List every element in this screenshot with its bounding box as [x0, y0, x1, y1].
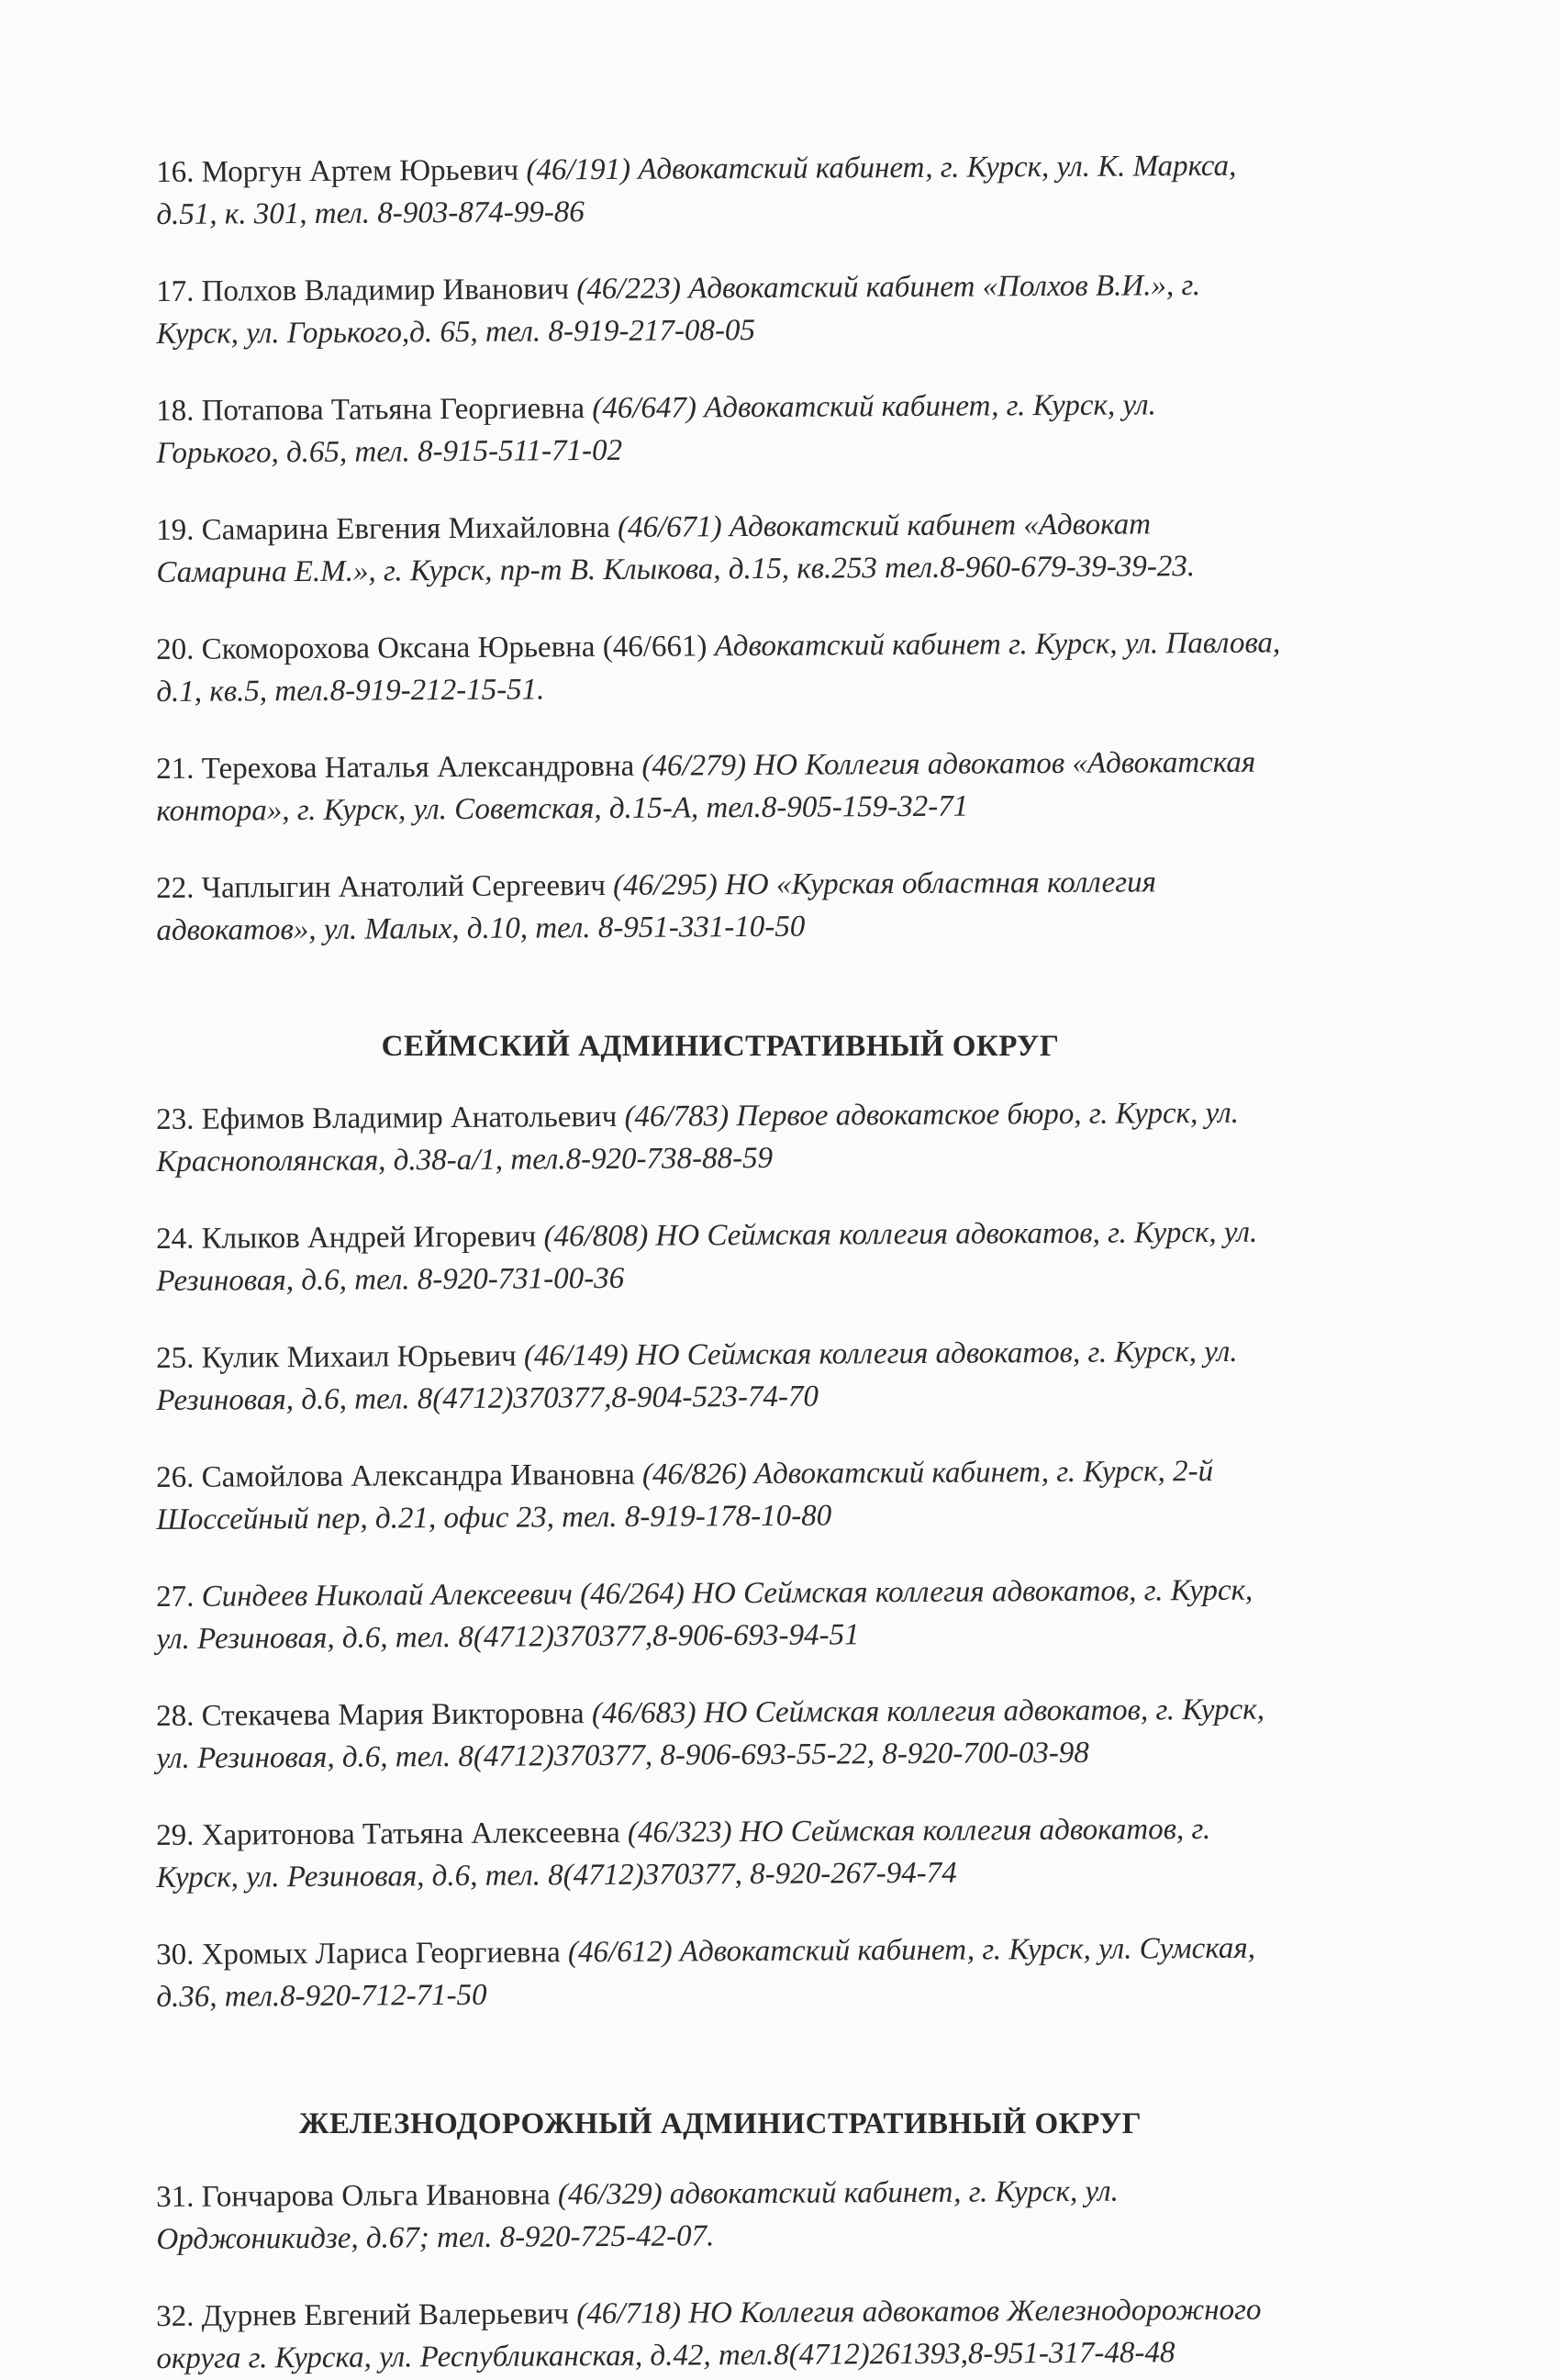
entry-name: Дурнев Евгений Валерьевич	[202, 2297, 570, 2332]
entry-details: (46/718) НО Коллегия адвокатов Железнодорожного округа г. Курска, ул. Республиканская, д.42, тел.8(4712)261393,8-951-317-48-48	[156, 2294, 1261, 2375]
entry-number: 23.	[156, 1103, 194, 1136]
entry-number: 31.	[156, 2181, 194, 2214]
entry-number: 22.	[156, 872, 194, 905]
entry-21	[156, 741, 1286, 832]
entry-details: (46/808) НО Сеймская коллегия адвокатов, г. Курск, ул. Резиновая, д.6, тел. 8-920-731-00-36	[156, 1216, 1257, 1298]
entry-number: 26.	[156, 1461, 194, 1494]
entry-details: (46/295) НО «Курская областная коллегия адвокатов», ул. Малых, д.10, тел. 8-951-331-10-50	[156, 866, 1156, 947]
entry-23	[156, 1091, 1286, 1183]
entry-22	[156, 860, 1286, 952]
entry-27	[156, 1569, 1286, 1660]
entry-number: 16.	[156, 156, 194, 189]
entry-29	[156, 1807, 1286, 1899]
entry-details: (46/826) Адвокатский кабинет, г. Курск, 2-й Шоссейный пер, д.21, офис 23, тел. 8-919-178-10-80	[156, 1455, 1213, 1536]
entry-name: Терехова Наталья Александровна	[202, 750, 635, 786]
entry-number: 25.	[156, 1342, 194, 1375]
entry-24	[156, 1211, 1286, 1302]
entry-number: 24.	[156, 1223, 194, 1256]
entry-name: Кулик Михаил Юрьевич	[202, 1340, 517, 1375]
entry-name: Моргун Артем Юрьевич	[202, 154, 519, 189]
entry-details: Синдеев Николай Алексеевич (46/264) НО Сеймская коллегия адвокатов, г. Курск, ул. Резиновая, д.6, тел. 8(4712)370377,8-906-693-94-51	[156, 1574, 1253, 1656]
section-heading-zhd: ЖЕЛЕЗНОДОРОЖНЫЙ АДМИНИСТРАТИВНЫЙ ОКРУГ	[156, 2103, 1285, 2145]
entry-name: Самойлова Александра Ивановна	[202, 1458, 635, 1494]
entry-32	[156, 2288, 1286, 2380]
entry-31	[156, 2169, 1286, 2261]
entries-seym	[156, 1099, 1285, 2018]
entry-details: (46/683) НО Сеймская коллегия адвокатов, г. Курск, ул. Резиновая, д.6, тел. 8(4712)370377, 8-906-693-55-22, 8-920-700-03-98	[156, 1693, 1265, 1775]
entry-20	[156, 621, 1286, 713]
entry-16	[156, 144, 1286, 236]
entry-details: Адвокатский кабинет г. Курск, ул. Павлова, д.1, кв.5, тел.8-919-212-15-51.	[156, 627, 1280, 709]
entry-details: (46/323) НО Сеймская коллегия адвокатов, г. Курск, ул. Резиновая, д.6, тел. 8(4712)370377, 8-920-267-94-74	[156, 1813, 1210, 1894]
entry-number: 28.	[156, 1700, 194, 1733]
entry-details: (46/671) Адвокатский кабинет «Адвокат Самарина Е.М.», г. Курск, пр-т В. Клыкова, д.15, кв.253 тел.8-960-679-39-39-23.	[156, 508, 1195, 589]
entry-name: Стекачева Мария Викторовна	[202, 1697, 585, 1733]
entry-number: 27.	[156, 1581, 194, 1614]
entry-number: 30.	[156, 1939, 194, 1972]
entry-details: (46/279) НО Коллегия адвокатов «Адвокатская контора», г. Курск, ул. Советская, д.15-А, тел.8-905-159-32-71	[156, 746, 1255, 828]
entry-details: (46/647) Адвокатский кабинет, г. Курск, ул. Горького, д.65, тел. 8-915-511-71-02	[156, 388, 1156, 470]
entry-name: Гончарова Ольга Ивановна	[202, 2178, 551, 2213]
entry-30	[156, 1927, 1286, 2018]
entries-zhd	[156, 2176, 1285, 2380]
entry-number: 18.	[156, 395, 194, 428]
entry-name: Хромых Лариса Георгиевна	[202, 1936, 561, 1971]
entry-details: (46/783) Первое адвокатское бюро, г. Курск, ул. Краснополянская, д.38-а/1, тел.8-920-738-88-59	[156, 1097, 1239, 1179]
entry-number: 32.	[156, 2300, 194, 2333]
entry-details: (46/612) Адвокатский кабинет, г. Курск, ул. Сумская, д.36, тел.8-920-712-71-50	[156, 1932, 1255, 2014]
section-heading-seym: СЕЙМСКИЙ АДМИНИСТРАТИВНЫЙ ОКРУГ	[156, 1025, 1285, 1067]
entry-name: Скоморохова Оксана Юрьевна (46/661)	[202, 630, 708, 665]
entry-28	[156, 1688, 1286, 1780]
entry-18	[156, 383, 1286, 475]
entry-26	[156, 1449, 1286, 1541]
entry-details: (46/191) Адвокатский кабинет, г. Курск, ул. К. Маркса, д.51, к. 301, тел. 8-903-874-99-86	[156, 150, 1236, 231]
entry-name: Полхов Владимир Иванович	[202, 273, 570, 307]
entry-name: Ефимов Владимир Анатольевич	[202, 1101, 618, 1136]
entry-19	[156, 502, 1286, 594]
entry-number: 17.	[156, 275, 194, 308]
entry-number: 20.	[156, 633, 194, 666]
entry-number: 29.	[156, 1819, 194, 1852]
entry-name: Харитонова Татьяна Алексеевна	[202, 1816, 620, 1852]
entry-number: 21.	[156, 753, 194, 786]
entry-details: (46/329) адвокатский кабинет, г. Курск, ул. Орджоникидзе, д.67; тел. 8-920-725-42-07.	[156, 2175, 1119, 2256]
entry-details: (46/149) НО Сеймская коллегия адвокатов, г. Курск, ул. Резиновая, д.6, тел. 8(4712)370377,8-904-523-74-70	[156, 1335, 1237, 1417]
entry-name: Потапова Татьяна Георгиевна	[202, 392, 585, 428]
entry-name: Клыков Андрей Игоревич	[202, 1220, 537, 1255]
entry-17	[156, 263, 1286, 355]
entries-group-1	[156, 151, 1285, 952]
entry-name: Чаплыгин Анатолий Сергеевич	[202, 869, 606, 905]
entry-25	[156, 1330, 1286, 1422]
entry-name: Самарина Евгения Михайловна	[202, 511, 610, 547]
entry-details: (46/223) Адвокатский кабинет «Полхов В.И.», г. Курск, ул. Горького,д. 65, тел. 8-919-217-08-05	[156, 269, 1200, 351]
entry-number: 19.	[156, 514, 194, 547]
